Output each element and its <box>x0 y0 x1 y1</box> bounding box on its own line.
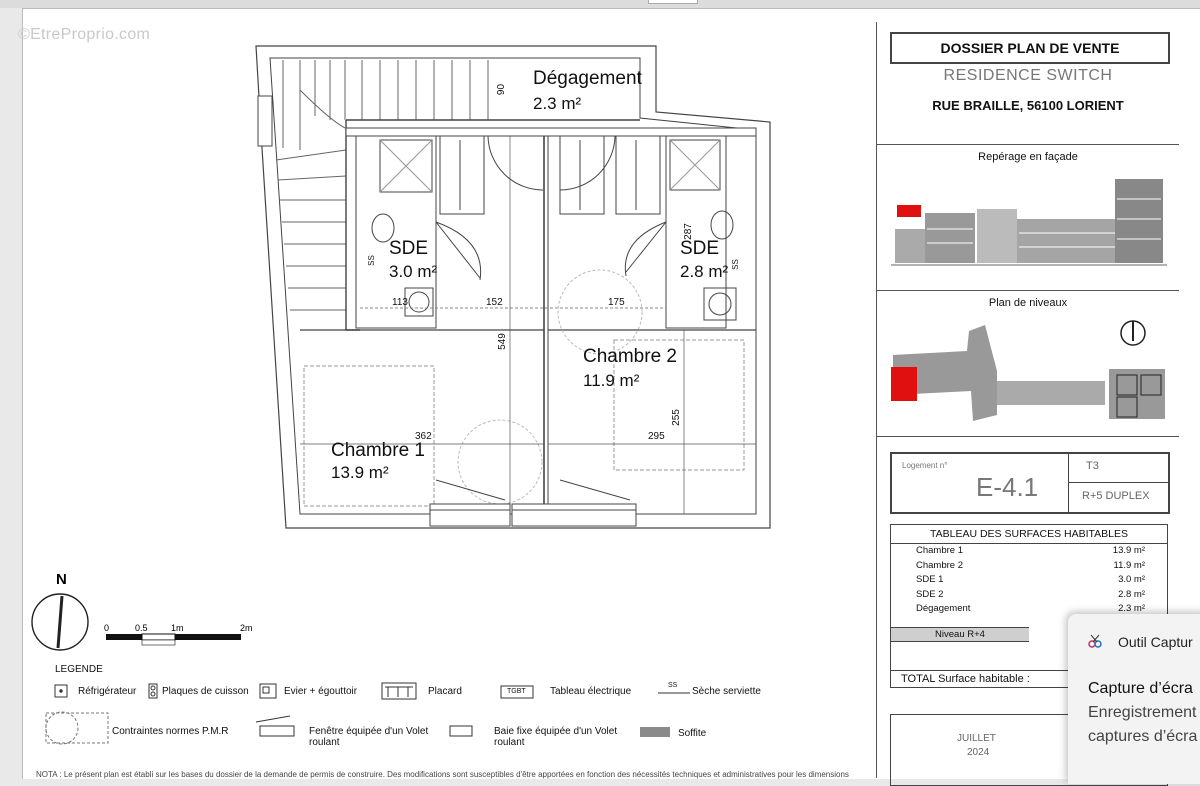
legend-seche: Sèche serviette <box>692 686 761 697</box>
surface-row <box>891 559 1167 574</box>
legend-fenetre-2: roulant <box>309 737 340 748</box>
plan-niveaux-section <box>877 290 1179 437</box>
legend-tgbt-tag: TGBT <box>507 688 526 695</box>
popup-line-1: Enregistrement <box>1088 704 1197 721</box>
facade-highlight <box>897 205 921 217</box>
legend-plaques: Plaques de cuisson <box>162 686 249 697</box>
room-degagement-name: Dégagement <box>533 68 642 89</box>
scale-05: 0.5 <box>135 623 148 633</box>
popup-line-2: captures d’écra <box>1088 728 1198 745</box>
dim-152: 152 <box>486 297 503 308</box>
niveau-highlight <box>891 367 917 401</box>
surface-area: 3.0 m² <box>1118 574 1145 585</box>
surface-area: 11.9 m² <box>1113 559 1145 571</box>
watermark: ©EtreProprio.com <box>18 26 151 43</box>
room-sde1-area: 3.0 m² <box>389 262 438 281</box>
logement-label: Logement n° <box>902 461 948 470</box>
room-sde2-area: 2.8 m² <box>680 262 729 281</box>
popup-app-name: Outil Captur <box>1118 634 1193 650</box>
facade-image <box>877 169 1179 289</box>
surface-name: SDE 2 <box>916 588 944 600</box>
dim-549: 549 <box>496 333 508 350</box>
compass <box>32 594 88 650</box>
surface-name: Chambre 2 <box>916 559 963 571</box>
surface-area: 2.8 m² <box>1118 588 1145 600</box>
room-sde1-name: SDE <box>389 238 429 259</box>
room-sde2-name: SDE <box>680 238 720 259</box>
room-chambre2-area: 11.9 m² <box>583 371 640 390</box>
compass-north-label: N <box>56 571 67 588</box>
ss-label-1: SS <box>366 255 376 266</box>
total-surface: TOTAL Surface habitable : <box>901 672 1030 685</box>
room-chambre2-name: Chambre 2 <box>583 346 677 367</box>
logement-type: T3 <box>1086 460 1099 472</box>
residence-name: RESIDENCE SWITCH <box>943 67 1113 84</box>
surface-area: 2.3 m² <box>1118 603 1145 614</box>
scale-1m: 1m <box>171 623 184 633</box>
logement-number: E-4.1 <box>976 472 1039 502</box>
nota-note: NOTA : Le présent plan est établi sur les bases du dossier de la demande de permis de construire. Des modifications sont susceptibles d'être apportées en fonction des nécessités techniques et administratives pour les dimensions <box>36 770 849 779</box>
surfaces-table-title: TABLEAU DES SURFACES HABITABLES <box>891 525 1167 544</box>
logement-box <box>890 452 1170 514</box>
legend-ss-tag: SS <box>668 682 678 689</box>
niveaux-image <box>877 311 1179 431</box>
surface-name: SDE 1 <box>916 574 944 585</box>
dim-362: 362 <box>415 431 432 442</box>
dossier-title: DOSSIER PLAN DE VENTE <box>890 32 1170 64</box>
dim-175: 175 <box>608 297 625 308</box>
legend-baie-1: Baie fixe équipée d'un Volet <box>494 726 618 737</box>
scale-0: 0 <box>104 623 110 633</box>
plan-niveaux-title: Plan de niveaux <box>988 297 1068 309</box>
scale-2m: 2m <box>240 623 253 633</box>
niveau-row: Niveau R+4 <box>891 627 1029 642</box>
legend-title: LEGENDE <box>55 664 103 675</box>
surface-row <box>891 573 1167 588</box>
surface-name: Dégagement <box>916 603 971 614</box>
room-degagement-area: 2.3 m² <box>533 94 582 113</box>
room-chambre1-name: Chambre 1 <box>331 440 425 461</box>
dim-90: 90 <box>496 83 508 96</box>
address: RUE BRAILLE, 56100 LORIENT <box>932 98 1124 113</box>
legend-fenetre-1: Fenêtre équipée d'un Volet <box>309 726 429 737</box>
legend-tableau: Tableau électrique <box>550 686 632 697</box>
dim-113: 113 <box>392 297 408 308</box>
legend-contraintes: Contraintes normes P.M.R <box>112 726 229 737</box>
legend-refrigerateur: Réfrigérateur <box>78 686 137 697</box>
dim-287: 287 <box>682 223 694 240</box>
dim-255: 255 <box>670 409 682 426</box>
dim-295: 295 <box>648 431 665 442</box>
date-month: JUILLET <box>957 733 996 744</box>
surface-name: Chambre 1 <box>916 545 963 556</box>
popup-title: Capture d’écra <box>1088 680 1193 697</box>
scissors-icon <box>1088 634 1102 648</box>
surface-row <box>891 588 1167 603</box>
date-year: 2024 <box>967 747 990 758</box>
room-chambre1-area: 13.9 m² <box>331 463 389 482</box>
legend-soffite: Soffite <box>678 728 707 739</box>
snipping-tool-notification[interactable] <box>1068 614 1200 784</box>
surface-area: 13.9 m² <box>1112 545 1145 556</box>
legend-evier: Evier + égouttoir <box>284 686 358 697</box>
surface-row <box>891 544 1167 559</box>
legend-baie-2: roulant <box>494 737 525 748</box>
logement-niveau: R+5 DUPLEX <box>1082 490 1150 502</box>
legend-placard: Placard <box>428 686 462 697</box>
reperage-section <box>877 144 1179 291</box>
reperage-title: Repérage en façade <box>978 151 1078 163</box>
ss-label-2: SS <box>730 259 740 270</box>
scale-bar <box>106 634 241 645</box>
